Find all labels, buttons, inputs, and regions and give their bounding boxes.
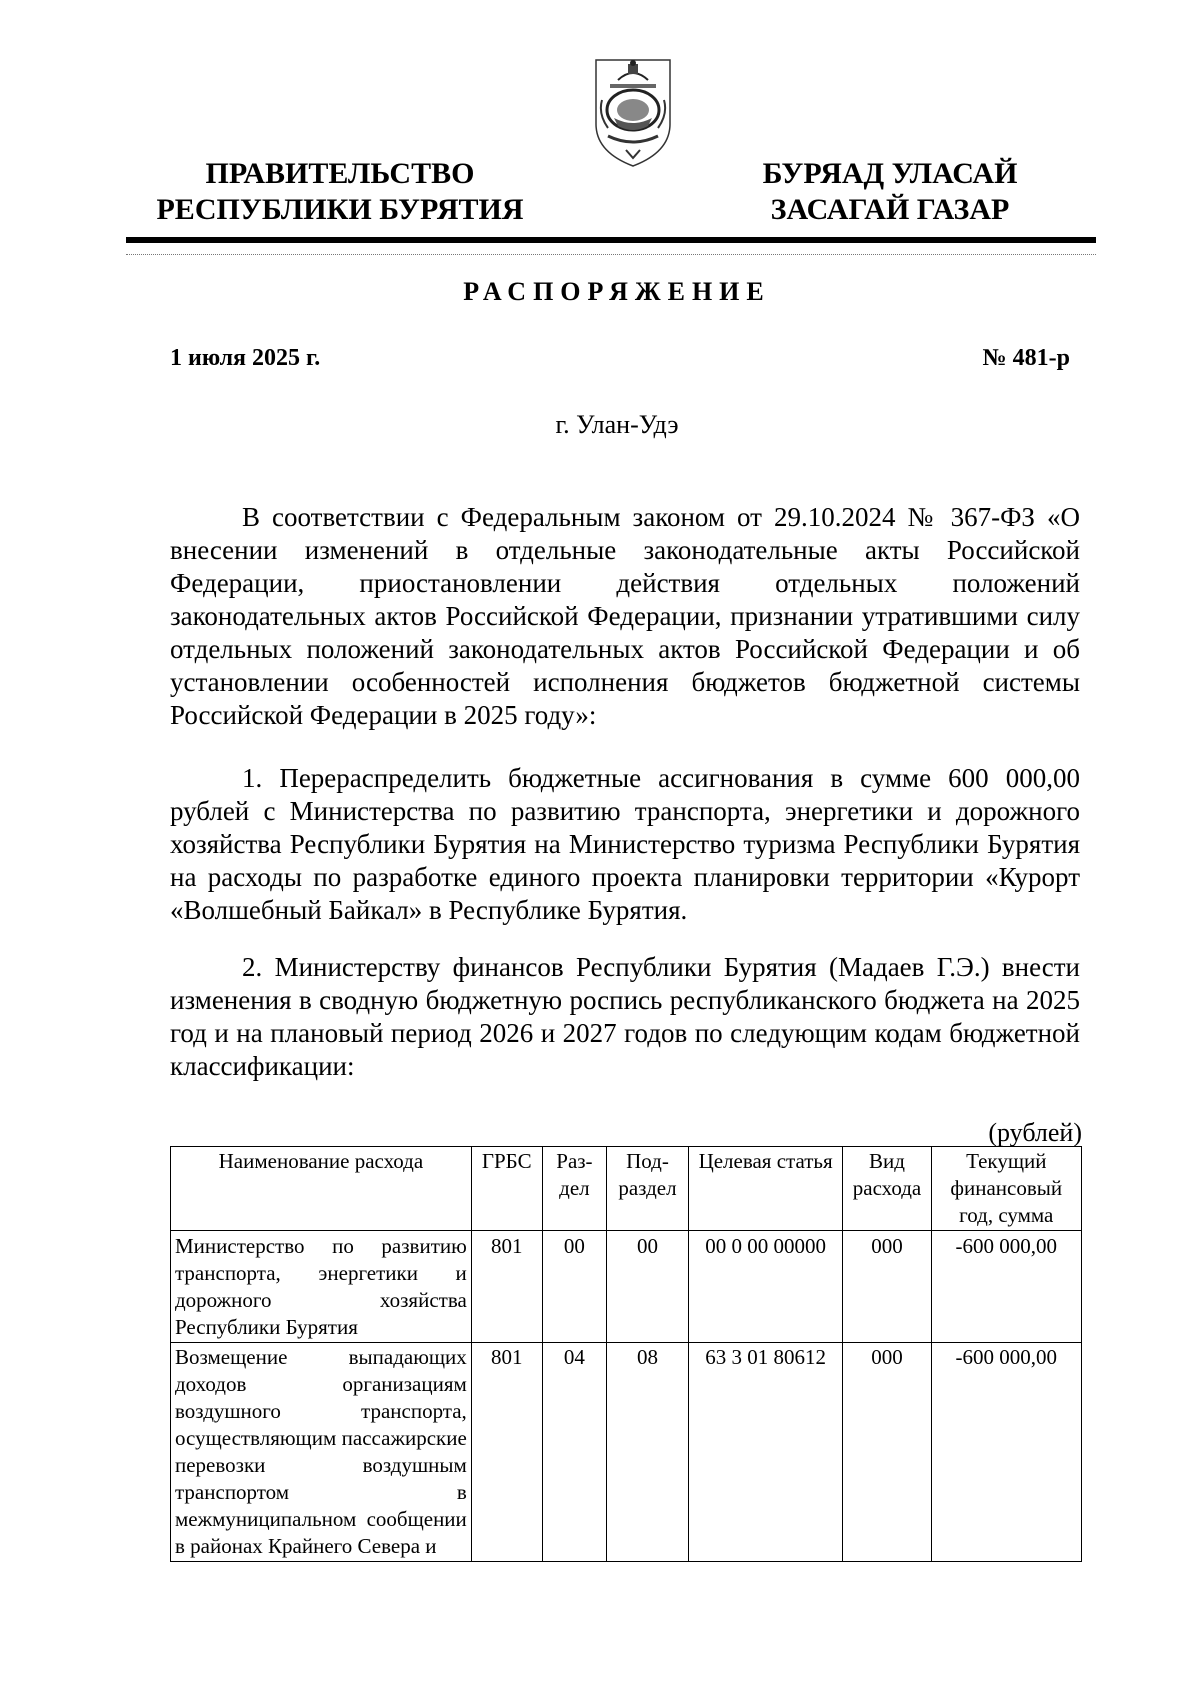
cell-name: Министерство по развитию транспорта, энергетики и дорожного хозяйства Республики Бурятия	[171, 1231, 472, 1343]
col-header-razdel: Раз-дел	[542, 1147, 606, 1231]
col-header-amount: Текущий финансовый год, сумма	[931, 1147, 1081, 1231]
document-city: г. Улан-Удэ	[555, 410, 679, 439]
col-header-target: Целевая статья	[688, 1147, 843, 1231]
col-header-grbs: ГРБС	[471, 1147, 542, 1231]
header-right-line1: БУРЯАД УЛАСАЙ	[762, 157, 1018, 190]
document-type-title: РАСПОРЯЖЕНИЕ	[463, 277, 771, 306]
item-1-paragraph: 1. Перераспределить бюджетные ассигнования в сумме 600 000,00 рублей с Министерства по развитию транспорта, энергетики и дорожного хозяйства Республики Бурятия на Министерство туризма Республики Бурятия на расходы по разработке единого проекта планировки территории «Курорт «Волшебный Байкал» в Республике Бурятия.	[170, 763, 1080, 925]
header-right-line2: ЗАСАГАЙ ГАЗАР	[770, 193, 1010, 226]
cell-podrazdel: 08	[607, 1343, 689, 1562]
table-row	[171, 1231, 1082, 1343]
header-government-ru	[150, 156, 530, 228]
cell-podrazdel: 00	[607, 1231, 689, 1343]
col-header-name: Наименование расхода	[171, 1147, 472, 1231]
header-left-line2: РЕСПУБЛИКИ БУРЯТИЯ	[156, 193, 524, 226]
cell-razdel: 04	[542, 1343, 606, 1562]
table-row	[171, 1343, 1082, 1562]
table-unit-note: (рублей)	[988, 1118, 1082, 1147]
col-header-vid: Вид расхода	[843, 1147, 931, 1231]
document-date: 1 июля 2025 г.	[170, 345, 321, 371]
cell-target: 00 0 00 00000	[688, 1231, 843, 1343]
item-2-paragraph: 2. Министерству финансов Республики Бурятия (Мадаев Г.Э.) внести изменения в сводную бюджетную роспись республиканского бюджета на 2025 год и на плановый период 2026 и 2027 годов по следующим кодам бюджетной классификации:	[170, 952, 1080, 1081]
header-left-line1: ПРАВИТЕЛЬСТВО	[205, 157, 475, 190]
cell-vid: 000	[843, 1343, 931, 1562]
document-number: № 481-р	[982, 345, 1070, 371]
coat-of-arms-icon	[588, 54, 678, 170]
cell-vid: 000	[843, 1231, 931, 1343]
col-header-podrazdel: Под-раздел	[607, 1147, 689, 1231]
cell-name: Возмещение выпадающих доходов организациям воздушного транспорта, осуществляющим пассажирские перевозки воздушным транспортом в межмуниципальном сообщении в районах Крайнего Севера и	[171, 1343, 472, 1562]
preamble-paragraph: В соответствии с Федеральным законом от 29.10.2024 № 367-ФЗ «О внесении изменений в отдельные законодательные акты Российской Федерации, приостановлении действия отдельных положений законодательных актов Российской Федерации, признании утратившими силу отдельных положений законодательных актов Российской Федерации и об установлении особенностей исполнения бюджетов бюджетной системы Российской Федерации в 2025 году»:	[170, 502, 1080, 730]
cell-amount: -600 000,00	[931, 1343, 1081, 1562]
cell-grbs: 801	[471, 1231, 542, 1343]
table-header-row	[171, 1147, 1082, 1231]
budget-classification-table	[170, 1146, 1082, 1562]
cell-grbs: 801	[471, 1343, 542, 1562]
cell-razdel: 00	[542, 1231, 606, 1343]
header-divider-thin	[126, 254, 1096, 255]
cell-amount: -600 000,00	[931, 1231, 1081, 1343]
header-government-bua	[730, 156, 1050, 228]
cell-target: 63 3 01 80612	[688, 1343, 843, 1562]
header-divider-thick	[126, 237, 1096, 243]
